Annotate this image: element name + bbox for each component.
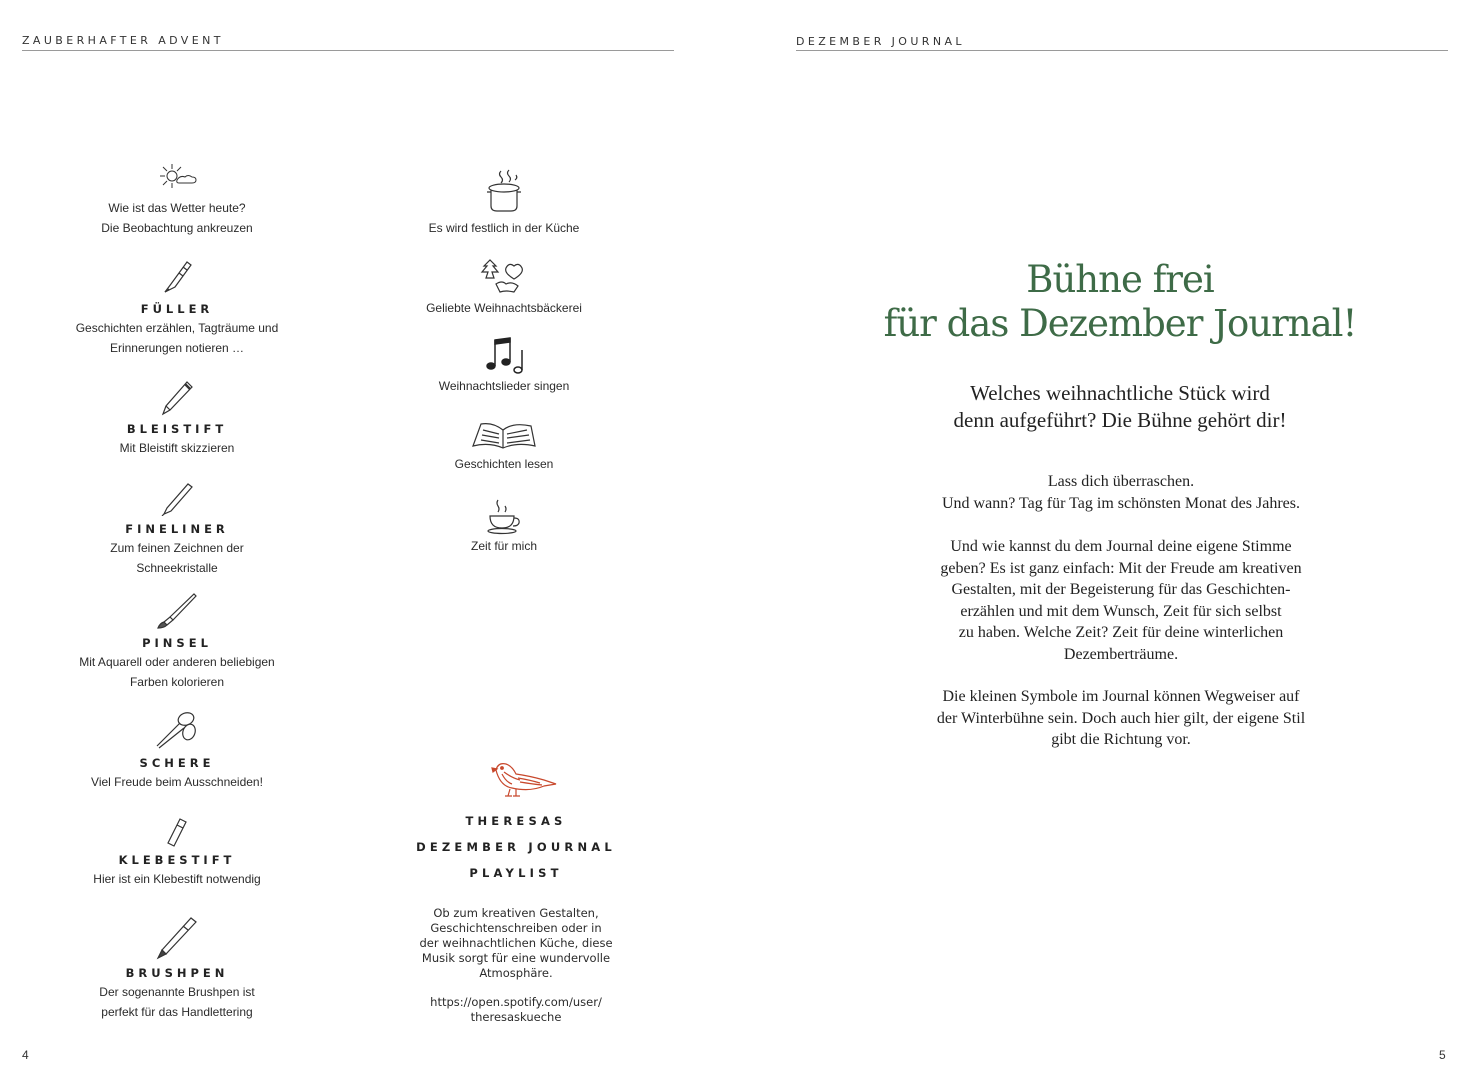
right-page-number: 5: [1439, 1048, 1446, 1062]
symbol-name: FÜLLER: [140, 302, 214, 316]
paragraph-line: Die kleinen Symbole im Journal können Wegweiser auf: [942, 688, 1300, 705]
symbol-brushpen: [27, 912, 327, 1022]
symbol-weather: [27, 160, 327, 238]
left-header-rule: [22, 50, 674, 51]
tea-cup-icon: [482, 496, 526, 536]
playlist-description: [401, 906, 631, 981]
symbol-desc-line1: Geschichten erzählen, Tagträume und: [75, 321, 279, 335]
playlist-text-line: Musik sorgt für eine wundervolle: [421, 951, 611, 965]
playlist-text-line: Atmosphäre.: [479, 966, 553, 980]
paintbrush-icon: [154, 590, 200, 630]
brushpen-icon: [153, 912, 201, 960]
left-running-header: ZAUBERHAFTER ADVENT: [22, 34, 224, 47]
symbol-bleistift: [27, 378, 327, 458]
glue-stick-icon: [162, 813, 192, 847]
cooking-pot-icon: [479, 168, 529, 214]
playlist-text-line: Ob zum kreativen Gestalten,: [433, 906, 599, 920]
symbol-desc-line2: Farben kolorieren: [129, 675, 225, 689]
pencil-icon: [157, 378, 197, 416]
fountain-pen-icon: [157, 256, 197, 296]
intro-paragraph: [880, 471, 1362, 514]
activity-desc: Es wird festlich in der Küche: [428, 221, 580, 235]
symbol-desc-line2: perfekt für das Handlettering: [101, 1005, 253, 1019]
playlist-text-line: Geschichtenschreiben oder in: [430, 921, 602, 935]
activity-baking: [354, 256, 654, 318]
right-running-header: DEZEMBER JOURNAL: [796, 35, 965, 48]
symbols-paragraph: [880, 686, 1362, 751]
activity-desc: Weihnachtslieder singen: [438, 379, 570, 393]
paragraph-line: geben? Es ist ganz einfach: Mit der Freude am kreativen: [940, 559, 1302, 577]
symbol-desc-line1: Der sogenannte Brushpen ist: [99, 985, 255, 999]
subtitle: [880, 380, 1360, 434]
open-book-icon: [469, 418, 539, 452]
page-title-line1: Bühne frei: [1026, 258, 1214, 301]
playlist-heading-line3: PLAYLIST: [469, 866, 563, 880]
activity-desc: Zeit für mich: [470, 539, 537, 553]
paragraph-line: Dezemberträume.: [1063, 645, 1179, 663]
symbol-desc-line1: Wie ist das Wetter heute?: [108, 201, 246, 215]
symbol-pinsel: [27, 590, 327, 692]
symbol-fineliner: [27, 480, 327, 578]
symbol-name: KLEBESTIFT: [118, 853, 236, 867]
playlist-link-line[interactable]: https://open.spotify.com/user/: [430, 995, 602, 1009]
symbol-name: BRUSHPEN: [125, 966, 229, 980]
symbol-desc-line2: Die Beobachtung ankreuzen: [101, 221, 253, 235]
symbol-desc-line2: Erinnerungen notieren …: [109, 341, 245, 355]
symbol-desc-line1: Mit Aquarell oder anderen beliebigen: [79, 655, 275, 669]
symbol-desc-line2: Schneekristalle: [136, 561, 218, 575]
paragraph-line: der Winterbühne sein. Doch auch hier gilt, der eigene Stil: [936, 709, 1306, 727]
paragraph-line: Und wie kannst du dem Journal deine eigene Stimme: [950, 538, 1292, 555]
sun-cloud-icon: [152, 160, 202, 192]
scissors-icon: [153, 710, 201, 750]
playlist-text-line: der weihnachtlichen Küche, diese: [419, 936, 613, 950]
symbol-fueller: [27, 256, 327, 358]
symbol-name: PINSEL: [142, 636, 212, 650]
symbol-desc-line1: Hier ist ein Klebestift notwendig: [93, 872, 261, 886]
left-page-number: 4: [22, 1048, 29, 1062]
paragraph-line: Und wann? Tag für Tag im schönsten Monat des Jahres.: [942, 494, 1300, 512]
paragraph-line: Gestalten, mit der Begeisterung für das Geschichten-: [951, 581, 1291, 598]
bird-icon: [490, 758, 560, 800]
playlist-heading-line1: THERESAS: [465, 814, 567, 828]
paragraph-line: Lass dich überraschen.: [1047, 473, 1195, 490]
page-title-line2: für das Dezember Journal!: [883, 302, 1357, 345]
activity-kitchen: [354, 168, 654, 238]
music-notes-icon: [482, 332, 526, 376]
symbol-name: SCHERE: [139, 756, 215, 770]
symbol-desc-line1: Mit Bleistift skizzieren: [119, 441, 235, 455]
symbol-schere: [27, 710, 327, 792]
activity-reading: [354, 418, 654, 474]
playlist-link-line[interactable]: theresaskueche: [470, 1010, 562, 1024]
right-header-rule: [796, 50, 1448, 51]
subtitle-line: denn aufgeführt? Die Bühne gehört dir!: [953, 408, 1287, 432]
activity-desc: Geliebte Weihnachtsbäckerei: [426, 301, 582, 315]
paragraph-line: gibt die Richtung vor.: [1051, 731, 1191, 748]
paragraph-line: erzählen und mit dem Wunsch, Zeit für sich selbst: [960, 602, 1282, 620]
activity-singing: [354, 332, 654, 396]
subtitle-line: Welches weihnachtliche Stück wird: [970, 381, 1270, 405]
symbol-desc-line1: Zum feinen Zeichnen der: [110, 541, 244, 555]
paragraph-line: zu haben. Welche Zeit? Zeit für deine winterlichen: [958, 624, 1284, 641]
fineliner-icon: [157, 480, 197, 516]
cookies-icon: [476, 256, 532, 296]
playlist-link[interactable]: [401, 995, 631, 1025]
activity-desc: Geschichten lesen: [454, 457, 554, 471]
symbol-klebestift: [27, 813, 327, 889]
symbol-name: BLEISTIFT: [126, 422, 228, 436]
symbol-desc-line1: Viel Freude beim Ausschneiden!: [91, 775, 263, 789]
symbol-name: FINELINER: [125, 522, 229, 536]
activity-me-time: [354, 496, 654, 556]
voice-paragraph: [880, 536, 1362, 665]
playlist-heading-line2: DEZEMBER JOURNAL: [416, 840, 616, 854]
